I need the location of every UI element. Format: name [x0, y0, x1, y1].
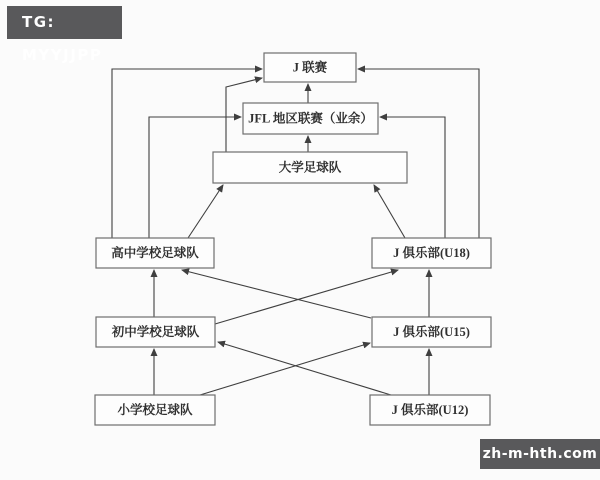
watermark-badge: zh-m-hth.com — [480, 439, 600, 469]
node-j-club-u15 — [372, 317, 491, 347]
edge-u18-to-university — [374, 185, 405, 238]
node-j-club-u18 — [372, 238, 491, 268]
node-middle-school-team — [96, 317, 215, 347]
node-label: J 俱乐部(U18) — [393, 245, 470, 260]
edge-middle-school-to-u18 — [215, 270, 398, 324]
telegram-badge: TG: MYYJJPP — [7, 6, 122, 39]
node-label: 大学足球队 — [278, 160, 342, 175]
node-university-team — [213, 152, 407, 183]
edge-u15-to-high-school — [182, 270, 371, 318]
node-label: 小学校足球队 — [117, 402, 193, 417]
node-high-school-team — [96, 238, 214, 268]
node-jfl-regional-league — [243, 103, 378, 134]
node-j-club-u12 — [370, 395, 490, 425]
node-label: 高中学校足球队 — [111, 245, 199, 260]
node-label: J 俱乐部(U12) — [391, 402, 469, 417]
edge-high-school-to-university — [188, 185, 223, 238]
edge-elementary-to-u15 — [200, 343, 370, 395]
node-label: J 俱乐部(U15) — [393, 324, 470, 339]
node-label: JFL 地区联赛（业余） — [248, 111, 373, 126]
edge-u12-to-middle-school — [218, 342, 391, 395]
node-label: 初中学校足球队 — [111, 324, 200, 339]
node-elementary-school-team — [95, 395, 215, 425]
node-label: J 联赛 — [292, 60, 328, 75]
node-j-league — [264, 53, 356, 82]
